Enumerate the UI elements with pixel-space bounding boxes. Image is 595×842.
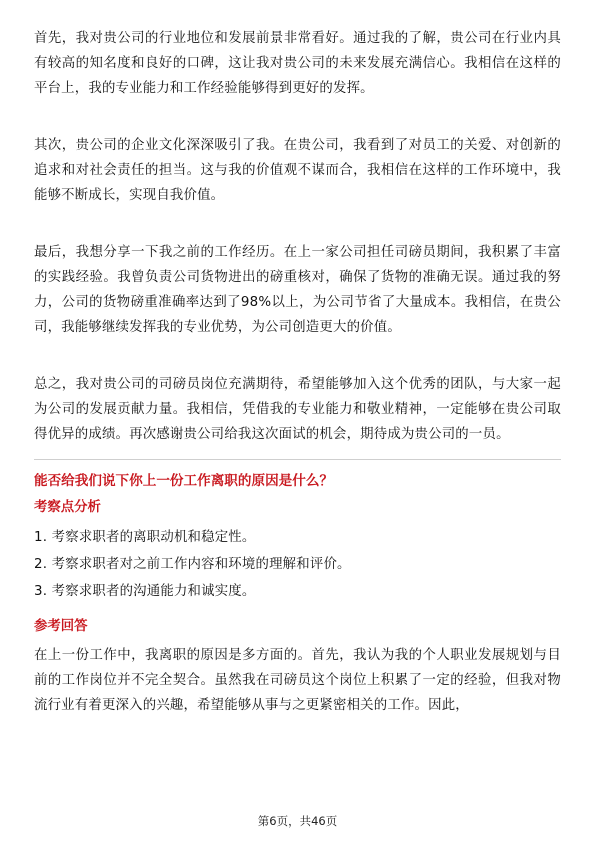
list-item: 1. 考察求职者的离职动机和稳定性。 [34, 530, 256, 545]
list-item: 3. 考察求职者的沟通能力和诚实度。 [34, 584, 256, 599]
paragraph-experience: 最后，我想分享一下我之前的工作经历。在上一家公司担任司磅员期间，我积累了丰富的实践经验。我曾负责公司货物进出的磅重核对，确保了货物的准确无误。通过我的努力，公司的货物磅重准确率达到了98%以上，为公司节省了大量成本。我相信，在贵公司，我能够继续发挥我的专业优势，为公司创造更大的价值。 [34, 245, 561, 335]
analysis-list [34, 524, 561, 605]
reference-heading: 参考回答 [34, 619, 88, 634]
paragraph-conclusion: 总之，我对贵公司的司磅员岗位充满期待，希望能够加入这个优秀的团队，与大家一起为公司的发展贡献力量。我相信，凭借我的专业能力和敬业精神，一定能够在贵公司取得优异的成绩。再次感谢贵公司给我这次面试的机会，期待成为贵公司的一员。 [34, 377, 561, 442]
paragraph-culture: 其次，贵公司的企业文化深深吸引了我。在贵公司，我看到了对员工的关爱、对创新的追求和对社会责任的担当。这与我的价值观不谋而合，我相信在这样的工作环境中，我能够不断成长，实现自我价值。 [34, 138, 561, 203]
section-divider [34, 459, 561, 460]
paragraph-industry: 首先，我对贵公司的行业地位和发展前景非常看好。通过我的了解，贵公司在行业内具有较高的知名度和良好的口碑，这让我对贵公司的未来发展充满信心。我相信在这样的平台上，我的专业能力和工作经验能够得到更好的发挥。 [34, 31, 561, 96]
interview-question: 能否给我们说下你上一份工作离职的原因是什么？ [34, 473, 334, 489]
list-item: 2. 考察求职者对之前工作内容和环境的理解和评价。 [34, 557, 351, 572]
analysis-heading: 考察点分析 [34, 500, 101, 515]
reference-answer: 在上一份工作中，我离职的原因是多方面的。首先，我认为我的个人职业发展规划与目前的工作岗位并不完全契合。虽然我在司磅员这个岗位上积累了一定的经验，但我对物流行业有着更深入的兴趣，希望能够从事与之更紧密相关的工作。因此， [34, 648, 561, 713]
document-page [34, 26, 561, 718]
page-number: 第6页，共46页 [257, 814, 338, 828]
